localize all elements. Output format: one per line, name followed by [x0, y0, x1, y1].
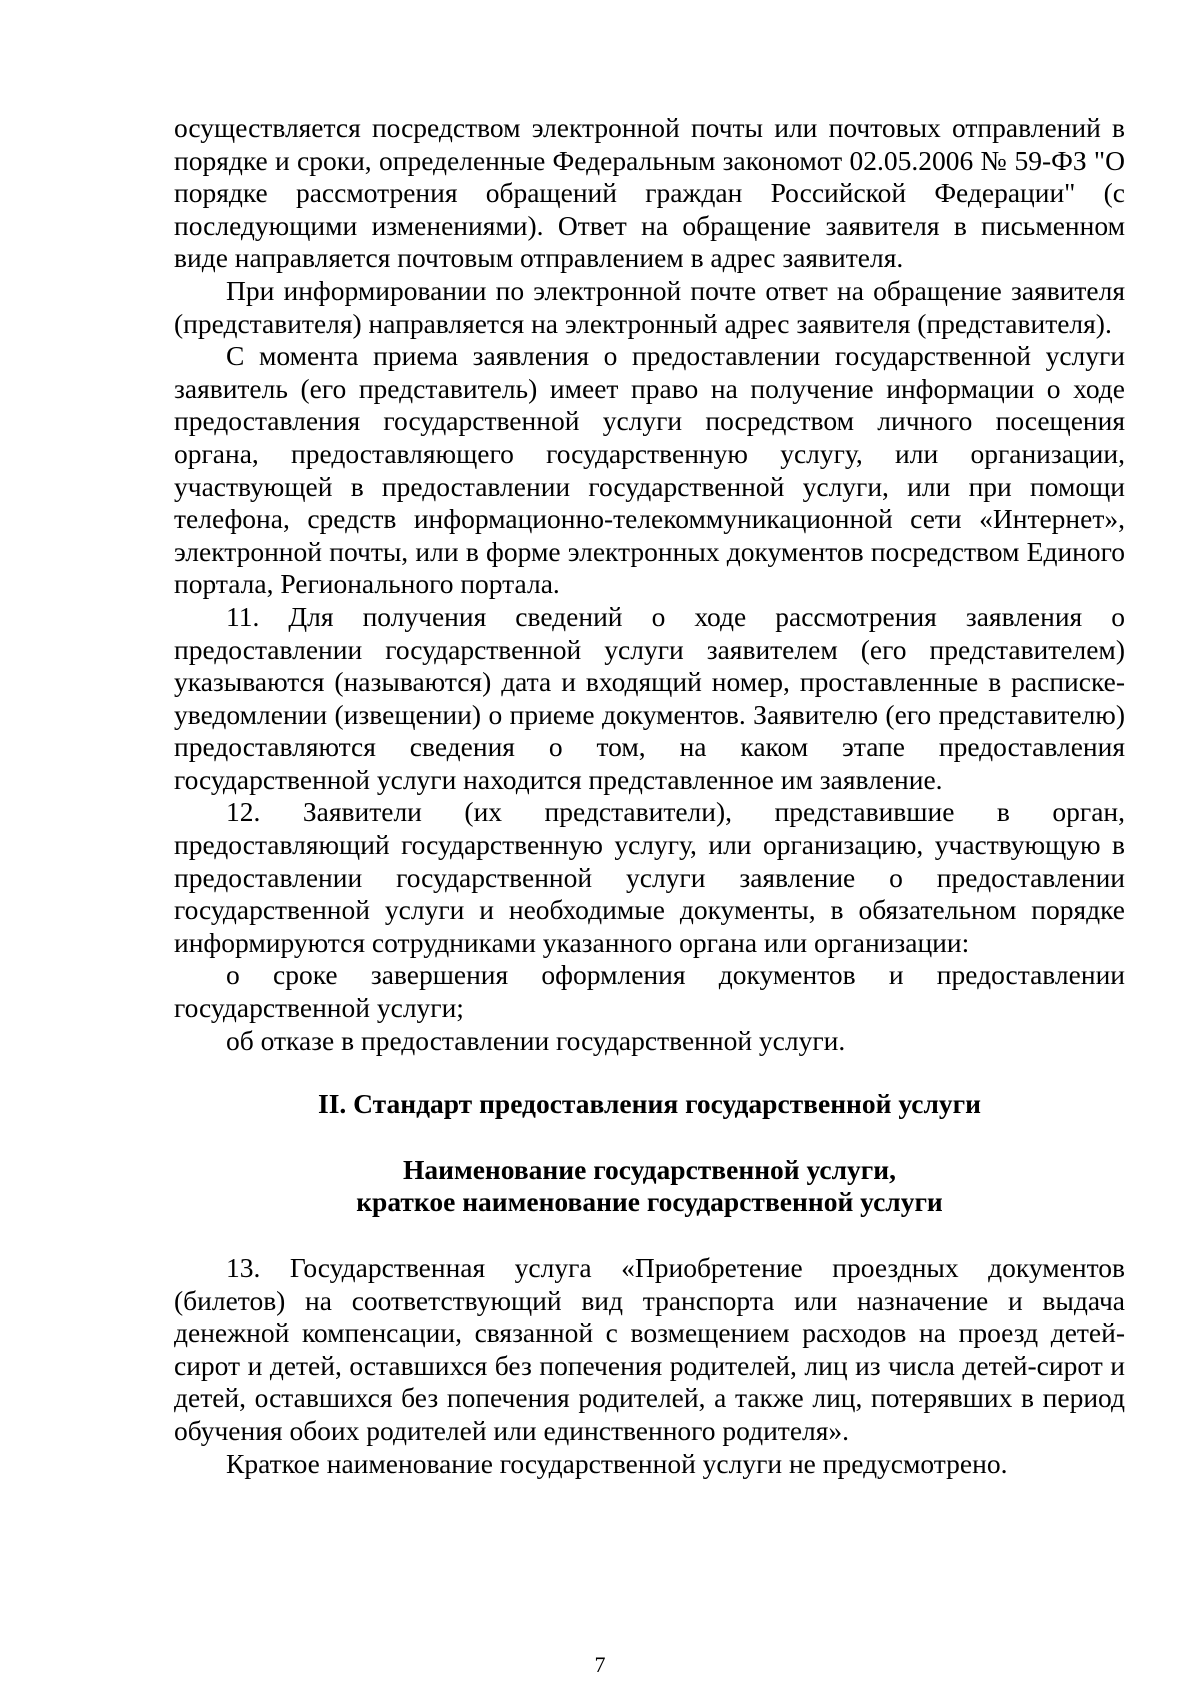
- document-page: [174, 112, 1125, 1480]
- page-number: 7: [594, 1652, 606, 1677]
- subheading-line-2: краткое наименование государственной услуги: [356, 1186, 943, 1218]
- subheading-line-1: Наименование государственной услуги,: [403, 1153, 896, 1185]
- paragraph-email-response: осуществляется посредством электронной почты или почтовых отправлений в порядке и сроки, определенные Федеральным закономот 02.05.2006 № 59-ФЗ "О порядке рассмотрения обращений граждан Российской Федерации" (с последующими изменениями). Ответ на обращение заявителя в письменном виде направляется почтовым отправлением в адрес заявителя.: [174, 112, 1125, 274]
- paragraph-deadline: о сроке завершения оформления документов и предоставлении государственной услуги;: [174, 959, 1125, 1024]
- paragraph-email-informing: При информировании по электронной почте ответ на обращение заявителя (представителя) направляется на электронный адрес заявителя (представителя).: [174, 274, 1125, 339]
- paragraph-item-13: 13. Государственная услуга «Приобретение проездных документов (билетов) на соответствующий вид транспорта или назначение и выдача денежной компенсации, связанной с возмещением расходов на проезд детей-сирот и детей, оставшихся без попечения родителей, лиц из числа детей-сирот и детей, оставшихся без попечения родителей, а также лиц, потерявших в период обучения обоих родителей или единственного родителя».: [174, 1252, 1125, 1446]
- paragraph-refusal: об отказе в предоставлении государственной услуги.: [226, 1024, 846, 1056]
- paragraph-item-11: 11. Для получения сведений о ходе рассмотрения заявления о предоставлении государственной услуги заявителем (его представителем) указываются (называются) дата и входящий номер, проставленные в расписке-уведомлении (извещении) о приеме документов. Заявителю (его представителю) предоставляются сведения о том, на каком этапе предоставления государственной услуги находится представленное им заявление.: [174, 600, 1125, 795]
- paragraph-short-name: Краткое наименование государственной услуги не предусмотрено.: [226, 1447, 1008, 1479]
- section-heading: II. Стандарт предоставления государственной услуги: [318, 1088, 981, 1120]
- paragraph-status-info: С момента приема заявления о предоставлении государственной услуги заявитель (его представитель) имеет право на получение информации о ходе предоставления государственной услуги посредством личного посещения органа, предоставляющего государственную услугу, или организации, участвующей в предоставлении государственной услуги, или при помощи телефона, средств информационно-телекоммуникационной сети «Интернет», электронной почты, или в форме электронных документов посредством Единого портала, Регионального портала.: [174, 340, 1125, 600]
- paragraph-item-12: 12. Заявители (их представители), представившие в орган, предоставляющий государственную услугу, или организацию, участвующую в предоставлении государственной услуги заявление о предоставлении государственной услуги и необходимые документы, в обязательном порядке информируются сотрудниками указанного органа или организации:: [174, 796, 1125, 958]
